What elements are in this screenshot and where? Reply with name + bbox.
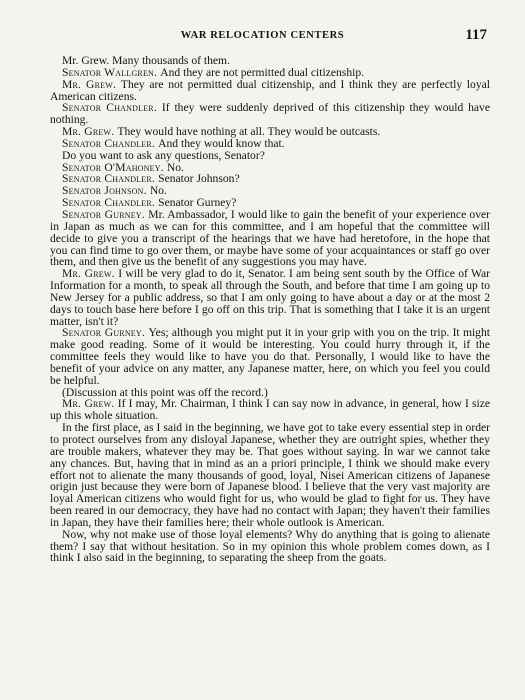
- transcript-paragraph: [50, 529, 490, 565]
- transcript-paragraph: [50, 422, 490, 529]
- speaker-name: Senator Chandler .: [62, 101, 162, 114]
- transcript-paragraph: [50, 79, 490, 103]
- paragraph-text: Mr. Ambassador, I would like to gain the benefit of your experience over in Japan as much as we can for this committee, and I am hopeful that the committee will decide to give you a transcript of the hearings that we have had heretofore, in the hope that you can find time to go over them, or maybe have some of your acquaintances or staff go over them, and then give us the benefit of any suggestions you may have.: [50, 207, 491, 269]
- speaker-name: Mr. Grew .: [62, 78, 121, 91]
- paragraph-text: Mr. Grew. Many thousands of them.: [62, 54, 230, 67]
- paragraph-text: And they would know that.: [158, 136, 285, 150]
- speaker-name: Mr. Grew .: [62, 397, 118, 410]
- transcript-paragraph: [50, 327, 490, 386]
- paragraph-text: (Discussion at this point was off the record.): [62, 385, 268, 399]
- paragraph-text: No.: [149, 184, 167, 198]
- paragraph-text: Do you want to ask any questions, Senator?: [62, 148, 265, 162]
- paragraph-text: In the first place, as I said in the beginning, we have got to take every essential step in order to protect ourselves from any disloyal Japanese, whether they are outright spies, whether they are trouble makers, whatever they may be. That goes without saying. In war we cannot take any chances. But, having that in mind as an a priori principle, I think we should make every effort not to alienate the many thousands of good, loyal, Nisei American citizens of Japanese origin just because they were born of Japanese blood. I believe that the very vast majority are loyal American citizens who would fight for us, who would be glad to fight for us. They have been reared in our democracy, they have had no contact with Japan; they haven't their families in Japan, they have their families here; their whole outlook is American.: [50, 421, 490, 529]
- running-title: WAR RELOCATION CENTERS: [180, 30, 345, 41]
- speaker-name: Senator Chandler .: [62, 137, 158, 150]
- speaker-name: Senator Johnson .: [62, 184, 150, 197]
- paragraph-text: Senator Johnson?: [158, 172, 240, 186]
- speaker-name: Mr. Grew .: [62, 267, 118, 280]
- paragraph-text: Now, why not make use of those loyal elements? Why do anything that is going to alienate them? I say that without hesitation. So in my opinion this whole problem comes down, as I think I also said in the beginning, to separating the sheep from the goats.: [50, 527, 490, 565]
- paragraph-text: If they were suddenly deprived of this citizenship they would have nothing.: [50, 101, 490, 127]
- paragraph-text: Yes; although you might put it in your grip with you on the trip. It might make good reading. Some of it would be interesting. You could hurry through it, if the committee feels they would like to have you do that. Personally, I would like to have the benefit of your advice on any matter, any Japanese matter, here, on which you feel you could be helpful.: [50, 326, 490, 387]
- paragraph-text: Senator Gurney?: [158, 196, 237, 210]
- transcript-paragraph: [50, 102, 490, 126]
- paragraph-text: They are not permitted dual citizenship, and I think they are perfectly loyal American citizens.: [50, 77, 490, 103]
- speaker-name: Senator Chandler .: [62, 196, 158, 209]
- transcript-paragraph: [50, 268, 490, 327]
- transcript-paragraph: [50, 398, 490, 422]
- speaker-name: Senator Chandler .: [62, 172, 158, 185]
- paragraph-text: They would have nothing at all. They would be outcasts.: [117, 125, 381, 139]
- page-header: [0, 27, 525, 46]
- paragraph-text: And they are not permitted dual citizenship.: [160, 65, 365, 79]
- speaker-name: Senator O'Mahoney .: [62, 161, 167, 174]
- speaker-name: Mr. Grew .: [62, 125, 117, 138]
- speaker-name: Senator Wallgren .: [62, 66, 160, 79]
- page-number: 117: [465, 27, 487, 43]
- paragraph-text: I will be very glad to do it, Senator. I am being sent south by the Office of War Information for a month, to speak all through the South, and before that time I am going up to New Jersey for a public address, so that I am only going to have about a day or at the most 2 days to touch base here before I go off on this trip. That is something that I take it is an urgent matter, isn't it?: [50, 267, 490, 328]
- speaker-name: Senator Gurney .: [62, 326, 148, 339]
- paragraph-text: No.: [166, 160, 184, 174]
- paragraph-text: If I may, Mr. Chairman, I think I can say now in advance, in general, how I size up this whole situation.: [50, 397, 490, 423]
- speaker-name: Senator Gurney .: [62, 208, 148, 221]
- transcript-paragraph: [50, 209, 490, 268]
- page-body: [50, 55, 490, 564]
